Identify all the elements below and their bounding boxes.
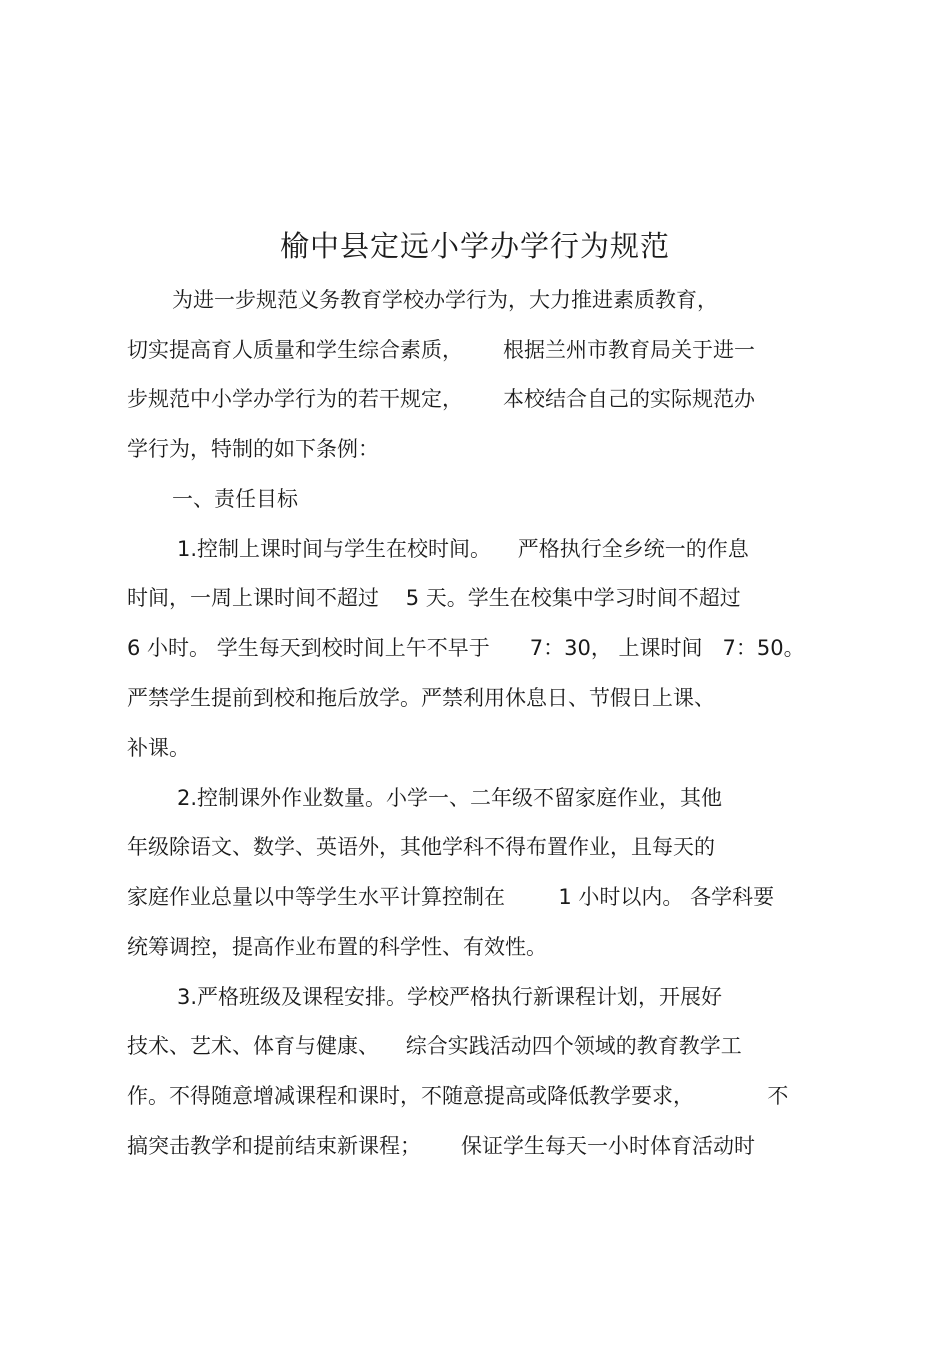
paragraph-line: 学行为，特制的如下条例：	[127, 437, 379, 461]
paragraph-line: 搞突击教学和提前结束新课程； 保证学生每天一小时体育活动时	[127, 1134, 756, 1158]
paragraph-line: 切实提高育人质量和学生综合素质， 根据兰州市教育局关于进一	[127, 338, 756, 362]
paragraph-line: 技术、艺术、体育与健康、 综合实践活动四个领域的教育教学工	[127, 1034, 742, 1058]
paragraph-line: 2.控制课外作业数量。小学一、二年级不留家庭作业，其他	[177, 786, 723, 810]
paragraph-line: 作。不得随意增减课程和课时，不随意提高或降低教学要求， 不	[127, 1084, 789, 1108]
paragraph-line: 严禁学生提前到校和拖后放学。严禁利用休息日、节假日上课、	[127, 686, 715, 710]
paragraph-line: 3.严格班级及课程安排。学校严格执行新课程计划，开展好	[177, 985, 723, 1009]
paragraph-line: 6 小时。 学生每天到校时间上午不早于 7：30， 上课时间 7：50。	[127, 636, 805, 660]
section-heading: 一、责任目标	[172, 487, 298, 511]
paragraph-line: 步规范中小学办学行为的若干规定， 本校结合自己的实际规范办	[127, 387, 756, 411]
document-title: 榆中县定远小学办学行为规范	[279, 229, 670, 263]
paragraph-line: 时间，一周上课时间不超过 5 天。学生在校集中学习时间不超过	[127, 586, 741, 610]
paragraph-line: 为进一步规范义务教育学校办学行为，大力推进素质教育，	[172, 288, 718, 312]
paragraph-line: 补课。	[127, 736, 190, 760]
paragraph-line: 年级除语文、数学、英语外，其他学科不得布置作业，且每天的	[127, 835, 715, 859]
paragraph-line: 家庭作业总量以中等学生水平计算控制在 1 小时以内。 各学科要	[127, 885, 775, 909]
paragraph-line: 统筹调控，提高作业布置的科学性、有效性。	[127, 935, 547, 959]
paragraph-line: 1.控制上课时间与学生在校时间。 严格执行全乡统一的作息	[177, 537, 749, 561]
